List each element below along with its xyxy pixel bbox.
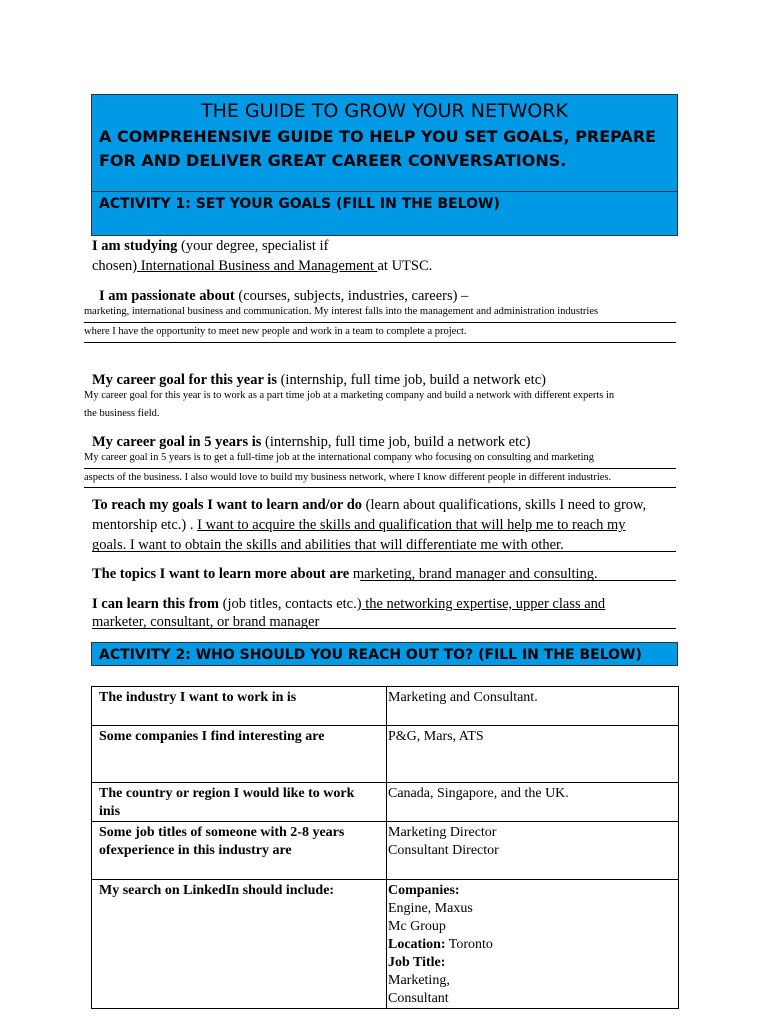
passionate-hint: (courses, subjects, industries, careers) – <box>234 288 469 304</box>
studying-hint-1: (your degree, specialist if <box>177 238 329 254</box>
goal-5years-label: My career goal in 5 years is <box>92 434 262 450</box>
titles-value[interactable] <box>387 822 679 880</box>
activity2-heading: ACTIVITY 2: WHO SHOULD YOU REACH OUT TO? (FILL IN THE BELOW) <box>91 642 678 666</box>
linkedin-job-1: Marketing, <box>388 973 450 988</box>
table-row <box>92 783 679 822</box>
studying-answer[interactable]: International Business and Management <box>137 258 378 274</box>
reach-hint-1: (learn about qualifications, skills I need to grow, <box>362 497 647 513</box>
passionate-label: I am passionate about <box>99 288 235 304</box>
titles-label-2: ofexperience in this industry are <box>99 843 292 858</box>
studying-line-2 <box>92 258 432 275</box>
goal-year-answer-2[interactable]: the business field. <box>84 408 160 419</box>
studying-hint-2: chosen) <box>92 258 138 274</box>
linkedin-location: Toronto <box>445 937 493 952</box>
goal-year-line <box>92 372 546 389</box>
linkedin-companies-1: Engine, Maxus <box>388 901 473 916</box>
passionate-answer-1[interactable]: marketing, international business and communication. My interest falls into the management and administration industries <box>84 306 599 317</box>
table-row <box>92 880 679 1009</box>
learn-from-rule <box>92 628 676 629</box>
companies-label: Some companies I find interesting are <box>92 726 387 783</box>
passionate-rule-2 <box>84 342 676 343</box>
guide-subtitle: A COMPREHENSIVE GUIDE TO HELP YOU SET GOALS, PREPARE FOR AND DELIVER GREAT CAREER CONVERSATIONS. <box>99 127 657 170</box>
country-label <box>92 783 387 822</box>
topics-answer[interactable]: marketing, brand manager and consulting. <box>352 566 598 582</box>
table-row <box>92 822 679 880</box>
goal-year-label: My career goal for this year is <box>92 372 277 388</box>
reach-rule <box>92 551 676 552</box>
goal-5years-hint: (internship, full time job, build a network etc) <box>261 434 531 450</box>
linkedin-job-2: Consultant <box>388 991 449 1006</box>
table-row <box>92 687 679 726</box>
passionate-rule-1 <box>84 322 676 323</box>
industry-label: The industry I want to work in is <box>92 687 387 726</box>
learn-from-answer-1[interactable]: the networking expertise, upper class and <box>361 596 606 612</box>
reach-label: To reach my goals I want to learn and/or do <box>92 497 363 513</box>
titles-value-1: Marketing Director <box>388 825 497 840</box>
reach-line-2 <box>92 517 626 534</box>
learn-from-hint: (job titles, contacts etc.) <box>219 596 362 612</box>
goal-5years-answer-1[interactable]: My career goal in 5 years is to get a full-time job at the international company who focusing on consulting and marketing <box>84 452 594 463</box>
linkedin-companies-2: Mc Group <box>388 919 446 934</box>
country-value[interactable]: Canada, Singapore, and the UK. <box>387 783 679 822</box>
linkedin-job-label: Job Title: <box>388 955 446 970</box>
titles-label <box>92 822 387 880</box>
linkedin-label: My search on LinkedIn should include: <box>92 880 387 1009</box>
studying-label: I am studying <box>92 238 178 254</box>
linkedin-companies-label: Companies: <box>388 883 460 898</box>
country-label-1: The country or region I would like to work <box>99 786 355 801</box>
goal-5years-rule-2 <box>84 487 676 488</box>
reach-answer-1[interactable]: I want to acquire the skills and qualification that will help me to reach my <box>197 517 626 533</box>
companies-value[interactable]: P&G, Mars, ATS <box>387 726 679 783</box>
activity1-heading: ACTIVITY 1: SET YOUR GOALS (FILL IN THE BELOW) <box>99 196 500 212</box>
goal-year-answer-1[interactable]: My career goal for this year is to work as a part time job at a marketing company and build a network with different experts in <box>84 390 615 401</box>
reach-out-table <box>91 686 679 1009</box>
reach-line-1 <box>92 497 646 514</box>
passionate-line <box>99 288 468 305</box>
learn-from-line <box>92 596 605 613</box>
goal-year-hint: (internship, full time job, build a network etc) <box>276 372 546 388</box>
titles-value-2: Consultant Director <box>388 843 499 858</box>
guide-header <box>91 94 678 236</box>
studying-line-1 <box>92 238 328 255</box>
studying-suffix: at UTSC. <box>377 258 433 274</box>
goal-5years-line <box>92 434 530 451</box>
table-row <box>92 726 679 783</box>
goal-5years-rule-1 <box>84 468 676 469</box>
reach-hint-2: mentorship etc.) . <box>92 517 198 533</box>
country-label-2: inis <box>99 804 121 819</box>
learn-from-label: I can learn this from <box>92 596 220 612</box>
titles-label-1: Some job titles of someone with 2-8 years <box>99 825 345 840</box>
industry-value[interactable]: Marketing and Consultant. <box>387 687 679 726</box>
guide-title: THE GUIDE TO GROW YOUR NETWORK <box>200 100 569 122</box>
header-divider <box>92 191 677 192</box>
learn-from-answer-2[interactable]: marketer, consultant, or brand manager <box>92 614 320 630</box>
topics-label: The topics I want to learn more about are <box>92 566 350 582</box>
topics-rule <box>360 580 676 581</box>
reach-answer-2[interactable]: goals. I want to obtain the skills and abilities that will differentiate me with other. <box>92 537 564 553</box>
linkedin-location-label: Location: <box>388 937 446 952</box>
linkedin-value[interactable] <box>387 880 679 1009</box>
goal-5years-answer-2[interactable]: aspects of the business. I also would love to build my business network, where I know different people in different industries. <box>84 472 612 483</box>
passionate-answer-2[interactable]: where I have the opportunity to meet new people and work in a team to complete a project. <box>84 326 467 337</box>
